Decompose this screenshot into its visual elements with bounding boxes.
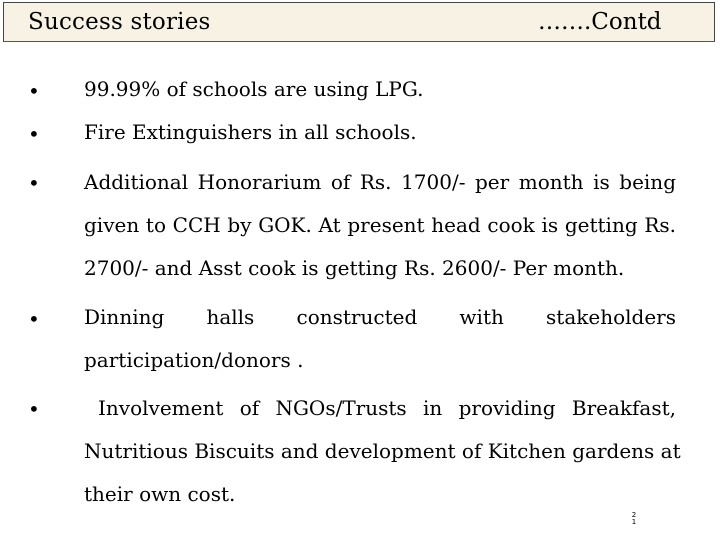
bullet-5-line-1: Involvement of NGOs/Trusts in providing Breakfast, bbox=[98, 396, 676, 420]
bullet-2-line-1: Fire Extinguishers in all schools. bbox=[84, 120, 417, 144]
bullet-3-line-3: 2700/- and Asst cook is getting Rs. 2600/- Per month. bbox=[84, 256, 625, 280]
slide-title: Success stories bbox=[28, 9, 211, 35]
title-bar bbox=[3, 2, 715, 42]
bullet-5-line-3: their own cost. bbox=[84, 482, 236, 506]
bullet-4-line-1: Dinning halls constructed with stakeholders bbox=[84, 305, 676, 329]
bullet-4-line-2: participation/donors . bbox=[84, 348, 304, 372]
bullet-icon: • bbox=[28, 171, 40, 195]
bullet-icon: • bbox=[28, 397, 40, 421]
bullet-3-line-2: given to CCH by GOK. At present head cook is getting Rs. bbox=[84, 213, 676, 237]
bullet-icon: • bbox=[28, 122, 40, 146]
continued-label: …….Contd bbox=[538, 9, 662, 35]
bullet-1-line-1: 99.99% of schools are using LPG. bbox=[84, 77, 424, 101]
bullet-5-line-2: Nutritious Biscuits and development of Kitchen gardens at bbox=[84, 439, 681, 463]
bullet-icon: • bbox=[28, 307, 40, 331]
page-number: 2 1 bbox=[631, 511, 637, 526]
bullet-3-line-1: Additional Honorarium of Rs. 1700/- per month is being bbox=[84, 170, 676, 194]
bullet-icon: • bbox=[28, 79, 40, 103]
